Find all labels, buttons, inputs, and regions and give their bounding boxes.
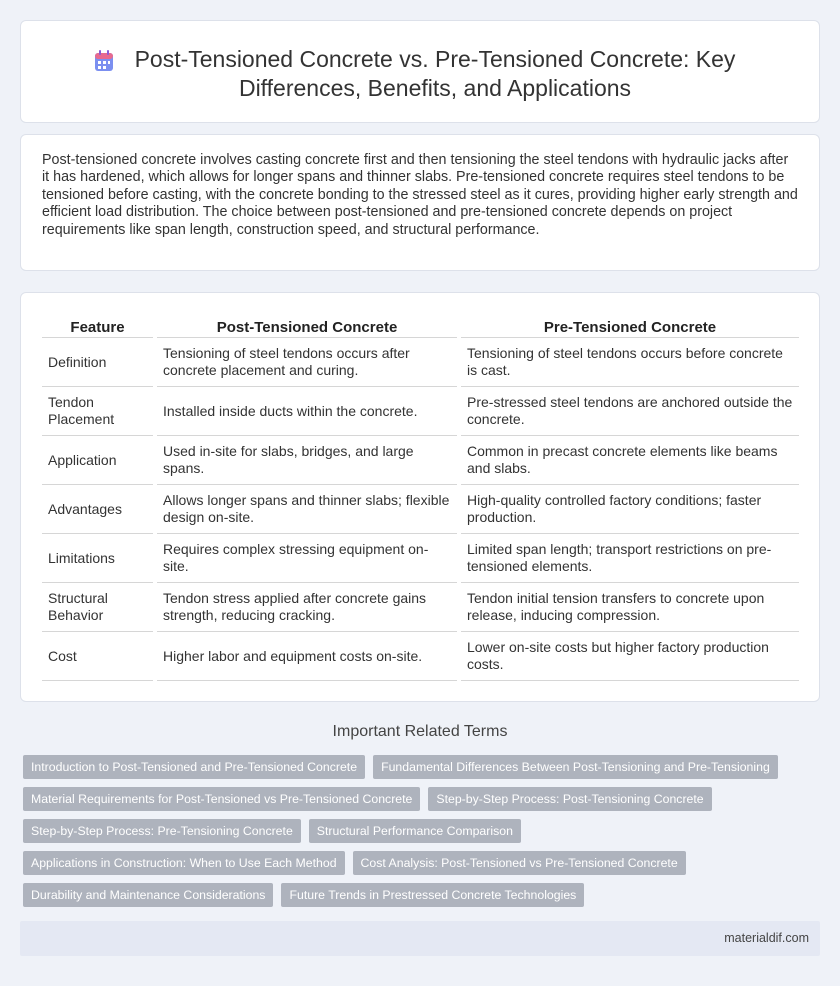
feature-cell: Advantages <box>42 485 153 534</box>
title-card <box>20 20 820 123</box>
table-row <box>42 436 799 485</box>
related-term-link[interactable]: Applications in Construction: When to Use Each Method <box>23 851 345 875</box>
post-tensioned-cell: Installed inside ducts within the concrete. <box>157 387 457 436</box>
post-tensioned-cell: Tendon stress applied after concrete gains strength, reducing cracking. <box>157 583 457 632</box>
table-row <box>42 485 799 534</box>
intro-card <box>20 134 820 271</box>
related-term-link[interactable]: Durability and Maintenance Considerations <box>23 883 273 907</box>
feature-cell: Structural Behavior <box>42 583 153 632</box>
related-term-link[interactable]: Step-by-Step Process: Pre-Tensioning Concrete <box>23 819 301 843</box>
pre-tensioned-cell: High-quality controlled factory conditions; faster production. <box>461 485 799 534</box>
post-tensioned-cell: Higher labor and equipment costs on-site. <box>157 632 457 681</box>
post-tensioned-cell: Allows longer spans and thinner slabs; flexible design on-site. <box>157 485 457 534</box>
feature-cell: Definition <box>42 338 153 387</box>
related-term-link[interactable]: Future Trends in Prestressed Concrete Technologies <box>281 883 584 907</box>
related-term-link[interactable]: Material Requirements for Post-Tensioned vs Pre-Tensioned Concrete <box>23 787 420 811</box>
feature-cell: Limitations <box>42 534 153 583</box>
feature-cell: Tendon Placement <box>42 387 153 436</box>
table-row <box>42 387 799 436</box>
comparison-table-card <box>20 292 820 702</box>
pre-tensioned-cell: Limited span length; transport restrictions on pre-tensioned elements. <box>461 534 799 583</box>
table-row <box>42 583 799 632</box>
related-term-link[interactable]: Step-by-Step Process: Post-Tensioning Concrete <box>428 787 711 811</box>
intro-paragraph: Post-tensioned concrete involves casting concrete first and then tensioning the steel tendons with hydraulic jacks after it has hardened, which allows for longer spans and thinner slabs. Pre-tensioned concrete requires steel tendons to be tensioned before casting, with the concrete bonding to the stressed steel as it cures, providing higher early strength and efficient load distribution. The choice between post-tensioned and pre-tensioned concrete depends on project requirements like span length, construction speed, and structural performance. <box>42 152 798 238</box>
related-term-link[interactable]: Cost Analysis: Post-Tensioned vs Pre-Tensioned Concrete <box>353 851 686 875</box>
header-post-tensioned: Post-Tensioned Concrete <box>157 315 457 338</box>
pre-tensioned-cell: Tendon initial tension transfers to concrete upon release, inducing compression. <box>461 583 799 632</box>
comparison-table <box>42 315 799 681</box>
header-feature: Feature <box>42 315 153 338</box>
table-header-row <box>42 315 799 338</box>
feature-cell: Application <box>42 436 153 485</box>
related-term-link[interactable]: Fundamental Differences Between Post-Tensioning and Pre-Tensioning <box>373 755 778 779</box>
pre-tensioned-cell: Common in precast concrete elements like beams and slabs. <box>461 436 799 485</box>
pre-tensioned-cell: Pre-stressed steel tendons are anchored outside the concrete. <box>461 387 799 436</box>
related-term-link[interactable]: Structural Performance Comparison <box>309 819 521 843</box>
post-tensioned-cell: Used in-site for slabs, bridges, and large spans. <box>157 436 457 485</box>
related-terms-heading: Important Related Terms <box>332 723 508 740</box>
pre-tensioned-cell: Tensioning of steel tendons occurs before concrete is cast. <box>461 338 799 387</box>
table-row <box>42 632 799 681</box>
pre-tensioned-cell: Lower on-site costs but higher factory production costs. <box>461 632 799 681</box>
page-title: Post-Tensioned Concrete vs. Pre-Tensioned Concrete: Key Differences, Benefits, and Applications <box>134 46 736 101</box>
table-row <box>42 338 799 387</box>
feature-cell: Cost <box>42 632 153 681</box>
header-pre-tensioned: Pre-Tensioned Concrete <box>461 315 799 338</box>
table-row <box>42 534 799 583</box>
post-tensioned-cell: Requires complex stressing equipment on-site. <box>157 534 457 583</box>
post-tensioned-cell: Tensioning of steel tendons occurs after concrete placement and curing. <box>157 338 457 387</box>
footer <box>20 921 820 956</box>
related-term-link[interactable]: Introduction to Post-Tensioned and Pre-Tensioned Concrete <box>23 755 365 779</box>
related-terms-list <box>23 755 813 915</box>
footer-site-link[interactable]: materialdif.com <box>724 931 809 945</box>
